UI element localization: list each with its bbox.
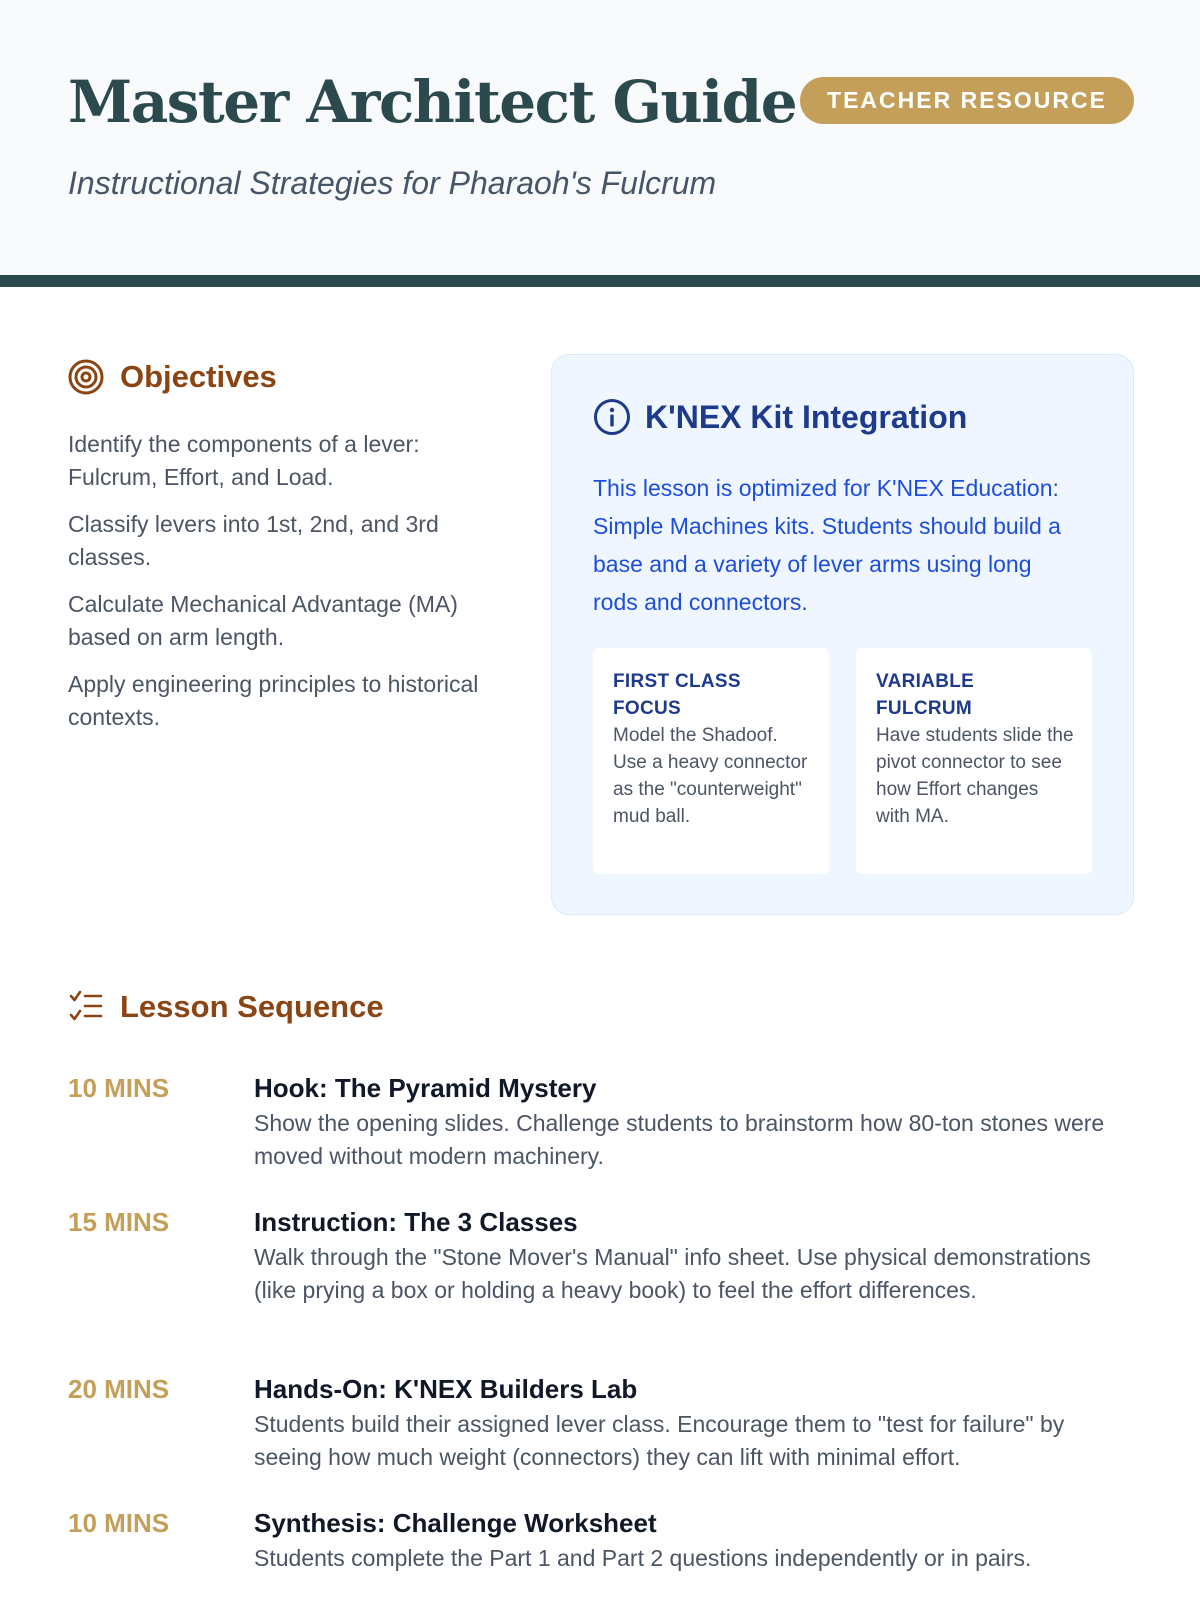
info-icon [593,398,645,436]
target-icon [68,359,120,395]
variable-fulcrum-card [856,648,1092,874]
step-time: 10 MINS [68,1508,170,1538]
step-title: Synthesis: Challenge Worksheet [254,1508,657,1538]
page-header [0,0,1200,287]
step-description: Walk through the "Stone Mover's Manual" info sheet. Use physical demonstrations (like prying a box or holding a heavy book) to feel the effort differences. [254,1244,1091,1303]
knex-heading-label: K'NEX Kit Integration [645,398,968,435]
knex-integration-card [551,354,1134,915]
teacher-resource-badge: TEACHER RESOURCE [800,77,1134,124]
objectives-heading [68,356,277,398]
objective-item: Calculate Mechanical Advantage (MA) based on arm length. [68,591,458,650]
checklist-icon [68,989,120,1025]
step-description: Show the opening slides. Challenge students to brainstorm how 80-ton stones were moved without modern machinery. [254,1110,1105,1169]
mini-card-body: Have students slide the pivot connector to see how Effort changes with MA. [876,725,1074,827]
step-time: 15 MINS [68,1207,170,1237]
step-description: Students build their assigned lever class. Encourage them to "test for failure" by seeing how much weight (connectors) they can lift with minimal effort. [254,1411,1065,1470]
first-class-focus-card [593,648,829,874]
step-title: Hook: The Pyramid Mystery [254,1073,597,1103]
knex-heading [593,395,967,439]
mini-card-body: Model the Shadoof. Use a heavy connector as the "counterweight" mud ball. [613,725,808,827]
objectives-heading-label: Objectives [120,359,277,394]
lesson-sequence-heading-label: Lesson Sequence [120,989,384,1024]
objective-item: Classify levers into 1st, 2nd, and 3rd classes. [68,511,439,570]
objective-item: Identify the components of a lever: Fulcrum, Effort, and Load. [68,431,420,490]
step-title: Hands-On: K'NEX Builders Lab [254,1374,638,1404]
mini-card-title: FIRST CLASS FOCUS [613,671,741,719]
step-time: 20 MINS [68,1374,170,1404]
mini-card-title: VARIABLE FULCRUM [876,671,975,719]
objective-item: Apply engineering principles to historical contexts. [68,671,479,730]
objectives-list [68,428,488,748]
page-title: Master Architect Guide [68,68,797,136]
lesson-sequence-heading [68,986,384,1028]
step-time: 10 MINS [68,1073,170,1103]
knex-description: This lesson is optimized for K'NEX Education: Simple Machines kits. Students should build a base and a variety of lever arms using long rods and connectors. [593,475,1061,615]
page-subtitle: Instructional Strategies for Pharaoh's Fulcrum [68,165,717,201]
step-description: Students complete the Part 1 and Part 2 questions independently or in pairs. [254,1545,1032,1571]
step-title: Instruction: The 3 Classes [254,1207,578,1237]
